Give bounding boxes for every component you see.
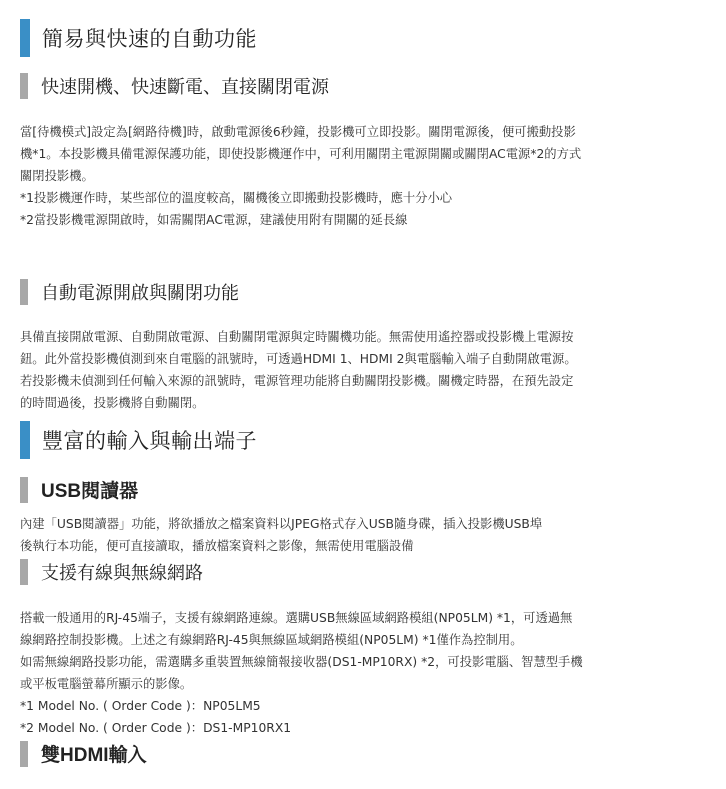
paragraph-line: 或平板電腦螢幕所顯示的影像。	[20, 677, 193, 691]
subsection-dual-hdmi	[20, 740, 147, 767]
heading-marker-bar	[20, 559, 28, 585]
subsection-title: 雙HDMI輸入	[41, 745, 147, 766]
paragraph-line: 後執行本功能，便可直接讀取，播放檔案資料之影像，無需使用電腦設備	[20, 539, 414, 553]
subsection-title: USB閱讀器	[41, 481, 139, 502]
heading-accent-bar	[20, 421, 30, 459]
section-title: 豐富的輸入與輸出端子	[42, 429, 257, 453]
paragraph-line: 的時間過後，投影機將自動關閉。	[20, 396, 205, 410]
paragraph-line: 搭載一般通用的RJ-45端子，支援有線網路連線。選購USB無線區域網路模組(NP05LM) *1，可透過無	[20, 611, 573, 625]
heading-marker-bar	[20, 279, 28, 305]
heading-marker-bar	[20, 741, 28, 767]
subsection-network	[20, 559, 203, 585]
subsection-auto-power	[20, 279, 239, 305]
usb-description	[20, 513, 700, 557]
paragraph-line: 關閉投影機。	[20, 169, 94, 183]
subsection-quick-power	[20, 73, 329, 99]
auto-power-description	[20, 326, 700, 414]
heading-marker-bar	[20, 477, 28, 503]
paragraph-line: 內建「USB閱讀器」功能，將欲播放之檔案資料以JPEG格式存入USB隨身碟，插入投影機USB埠	[20, 517, 543, 531]
paragraph-line: 若投影機未偵測到任何輸入來源的訊號時，電源管理功能將自動關閉投影機。關機定時器，在預先設定	[20, 374, 574, 388]
footnote-line: *2當投影機電源開啟時，如需關閉AC電源，建議使用附有開關的延長線	[20, 213, 408, 227]
paragraph-line: 如需無線網路投影功能，需選購多重裝置無線簡報接收器(DS1-MP10RX) *2，可投影電腦、智慧型手機	[20, 655, 583, 669]
paragraph-line: 機*1。本投影機具備電源保護功能，即使投影機運作中，可利用關閉主電源開關或關閉AC電源*2的方式	[20, 147, 582, 161]
section-title-auto-functions	[20, 19, 257, 57]
footnote-line: *1投影機運作時，某些部位的溫度較高，關機後立即搬動投影機時，應十分小心	[20, 191, 453, 205]
quick-power-description	[20, 121, 700, 231]
heading-accent-bar	[20, 19, 30, 57]
paragraph-line: 鈕。此外當投影機偵測到來自電腦的訊號時，可透過HDMI 1、HDMI 2與電腦輸入端子自動開啟電源。	[20, 352, 577, 366]
network-description	[20, 607, 700, 739]
subsection-usb-reader	[20, 476, 138, 503]
paragraph-line: 具備直接開啟電源、自動開啟電源、自動關閉電源與定時關機功能。無需使用遙控器或投影機上電源按	[20, 330, 574, 344]
section-title-io-ports	[20, 421, 257, 459]
footnote-line: *1 Model No. ( Order Code )：NP05LM5	[20, 699, 261, 713]
heading-marker-bar	[20, 73, 28, 99]
page-title: 簡易與快速的自動功能	[42, 27, 257, 51]
paragraph-line: 線網路控制投影機。上述之有線網路RJ-45與無線區域網路模組(NP05LM) *1僅作為控制用。	[20, 633, 523, 647]
subsection-title: 自動電源開啟與關閉功能	[41, 283, 239, 304]
subsection-title: 快速開機、快速斷電、直接關閉電源	[41, 77, 329, 98]
footnote-line: *2 Model No. ( Order Code )：DS1-MP10RX1	[20, 721, 292, 735]
paragraph-line: 當[待機模式]設定為[網路待機]時，啟動電源後6秒鐘，投影機可立即投影。關閉電源後，便可搬動投影	[20, 125, 576, 139]
subsection-title: 支援有線與無線網路	[41, 563, 203, 584]
